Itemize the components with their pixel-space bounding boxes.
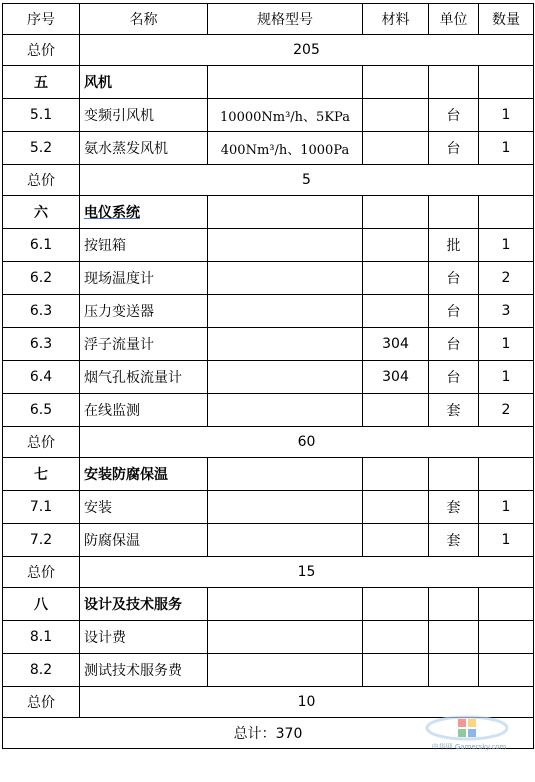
watermark-logo [422, 712, 517, 754]
table-row [3, 524, 534, 557]
logo-square [458, 719, 466, 727]
logo-square [458, 729, 466, 737]
cell-material [363, 229, 429, 262]
section-row [3, 66, 534, 99]
cell-material [363, 262, 429, 295]
cell-qty [479, 621, 534, 654]
section-name: 安装防腐保温 [80, 458, 208, 491]
cell-seq: 7.1 [3, 491, 80, 524]
subtotal-label: 总价 [3, 427, 80, 458]
cell-unit: 台 [429, 262, 479, 295]
cell-unit [429, 654, 479, 687]
subtotal-label: 总价 [3, 165, 80, 196]
cell-seq: 6.3 [3, 295, 80, 328]
subtotal-label: 总价 [3, 557, 80, 588]
cell-name: 防腐保温 [80, 524, 208, 557]
cell-material [363, 654, 429, 687]
subtotal-row [3, 35, 534, 66]
cell-spec [208, 66, 363, 99]
cell-spec [208, 196, 363, 229]
price-table [2, 3, 534, 749]
cell-material: 304 [363, 328, 429, 361]
cell-spec [208, 654, 363, 687]
section-name: 电仪系统 [80, 196, 208, 229]
table-row [3, 654, 534, 687]
cell-unit [429, 621, 479, 654]
subtotal-row [3, 165, 534, 196]
cell-qty: 1 [479, 132, 534, 165]
cell-seq: 8.2 [3, 654, 80, 687]
cell-material [363, 295, 429, 328]
table-body [3, 35, 534, 718]
header-material: 材料 [363, 4, 429, 35]
cell-spec [208, 328, 363, 361]
cell-unit: 台 [429, 132, 479, 165]
logo-square [468, 719, 476, 727]
section-seq: 五 [3, 66, 80, 99]
subtotal-row [3, 557, 534, 588]
table-row [3, 295, 534, 328]
cell-spec [208, 262, 363, 295]
cell-unit [429, 66, 479, 99]
cell-seq: 6.4 [3, 361, 80, 394]
section-seq: 七 [3, 458, 80, 491]
cell-material [363, 491, 429, 524]
cell-qty: 1 [479, 328, 534, 361]
table-row [3, 99, 534, 132]
cell-material [363, 458, 429, 491]
cell-name: 安装 [80, 491, 208, 524]
table-row [3, 394, 534, 427]
cell-spec: 400Nm³/h、1000Pa [208, 132, 363, 165]
cell-spec [208, 588, 363, 621]
cell-qty [479, 458, 534, 491]
grand-total: 总计：370 [3, 718, 534, 749]
section-row [3, 588, 534, 621]
watermark-text: 中华网 Gamersky.com [431, 743, 507, 751]
cell-qty: 1 [479, 361, 534, 394]
cell-qty [479, 654, 534, 687]
section-name: 设计及技术服务 [80, 588, 208, 621]
cell-unit [429, 458, 479, 491]
cell-name: 测试技术服务费 [80, 654, 208, 687]
cell-spec [208, 491, 363, 524]
cell-qty: 1 [479, 99, 534, 132]
cell-material [363, 66, 429, 99]
subtotal-label: 总价 [3, 687, 80, 718]
cell-seq: 5.1 [3, 99, 80, 132]
cell-material [363, 524, 429, 557]
cell-name: 在线监测 [80, 394, 208, 427]
subtotal-value: 60 [80, 427, 534, 458]
cell-unit: 套 [429, 394, 479, 427]
header-unit: 单位 [429, 4, 479, 35]
cell-spec: 10000Nm³/h、5KPa [208, 99, 363, 132]
cell-spec [208, 229, 363, 262]
table-row [3, 132, 534, 165]
section-row [3, 196, 534, 229]
cell-spec [208, 524, 363, 557]
cell-spec [208, 361, 363, 394]
cell-qty: 2 [479, 262, 534, 295]
cell-unit: 批 [429, 229, 479, 262]
cell-name: 浮子流量计 [80, 328, 208, 361]
logo-square [468, 729, 476, 737]
cell-unit [429, 588, 479, 621]
cell-qty [479, 588, 534, 621]
cell-name: 氨水蒸发风机 [80, 132, 208, 165]
cell-seq: 7.2 [3, 524, 80, 557]
cell-material: 304 [363, 361, 429, 394]
cell-seq: 6.5 [3, 394, 80, 427]
header-seq: 序号 [3, 4, 80, 35]
cell-unit [429, 196, 479, 229]
cell-unit: 套 [429, 491, 479, 524]
table-row [3, 328, 534, 361]
cell-material [363, 132, 429, 165]
section-row [3, 458, 534, 491]
header-name: 名称 [80, 4, 208, 35]
subtotal-value: 15 [80, 557, 534, 588]
table-row [3, 621, 534, 654]
section-seq: 八 [3, 588, 80, 621]
cell-material [363, 196, 429, 229]
table-row [3, 262, 534, 295]
cell-name: 设计费 [80, 621, 208, 654]
section-seq: 六 [3, 196, 80, 229]
cell-qty: 1 [479, 229, 534, 262]
header-spec: 规格型号 [208, 4, 363, 35]
cell-unit: 套 [429, 524, 479, 557]
subtotal-value: 5 [80, 165, 534, 196]
cell-spec [208, 458, 363, 491]
cell-seq: 6.2 [3, 262, 80, 295]
cell-name: 变频引风机 [80, 99, 208, 132]
cell-unit: 台 [429, 295, 479, 328]
subtotal-label: 总价 [3, 35, 80, 66]
cell-spec [208, 394, 363, 427]
subtotal-value: 10 [80, 687, 534, 718]
cell-name: 烟气孔板流量计 [80, 361, 208, 394]
cell-unit: 台 [429, 361, 479, 394]
cell-material [363, 394, 429, 427]
header-qty: 数量 [479, 4, 534, 35]
section-name: 风机 [80, 66, 208, 99]
cell-qty: 3 [479, 295, 534, 328]
cell-seq: 5.2 [3, 132, 80, 165]
cell-unit: 台 [429, 99, 479, 132]
cell-name: 压力变送器 [80, 295, 208, 328]
cell-qty [479, 66, 534, 99]
subtotal-row [3, 427, 534, 458]
cell-qty [479, 196, 534, 229]
cell-seq: 6.3 [3, 328, 80, 361]
header-row [3, 4, 534, 35]
cell-name: 现场温度计 [80, 262, 208, 295]
cell-material [363, 99, 429, 132]
cell-qty: 1 [479, 491, 534, 524]
subtotal-value: 205 [80, 35, 534, 66]
cell-spec [208, 621, 363, 654]
table-row [3, 361, 534, 394]
cell-seq: 8.1 [3, 621, 80, 654]
cell-qty: 2 [479, 394, 534, 427]
cell-qty: 1 [479, 524, 534, 557]
cell-unit: 台 [429, 328, 479, 361]
cell-material [363, 588, 429, 621]
table-row [3, 491, 534, 524]
table-row [3, 229, 534, 262]
cell-material [363, 621, 429, 654]
cell-seq: 6.1 [3, 229, 80, 262]
cell-name: 按钮箱 [80, 229, 208, 262]
cell-spec [208, 295, 363, 328]
